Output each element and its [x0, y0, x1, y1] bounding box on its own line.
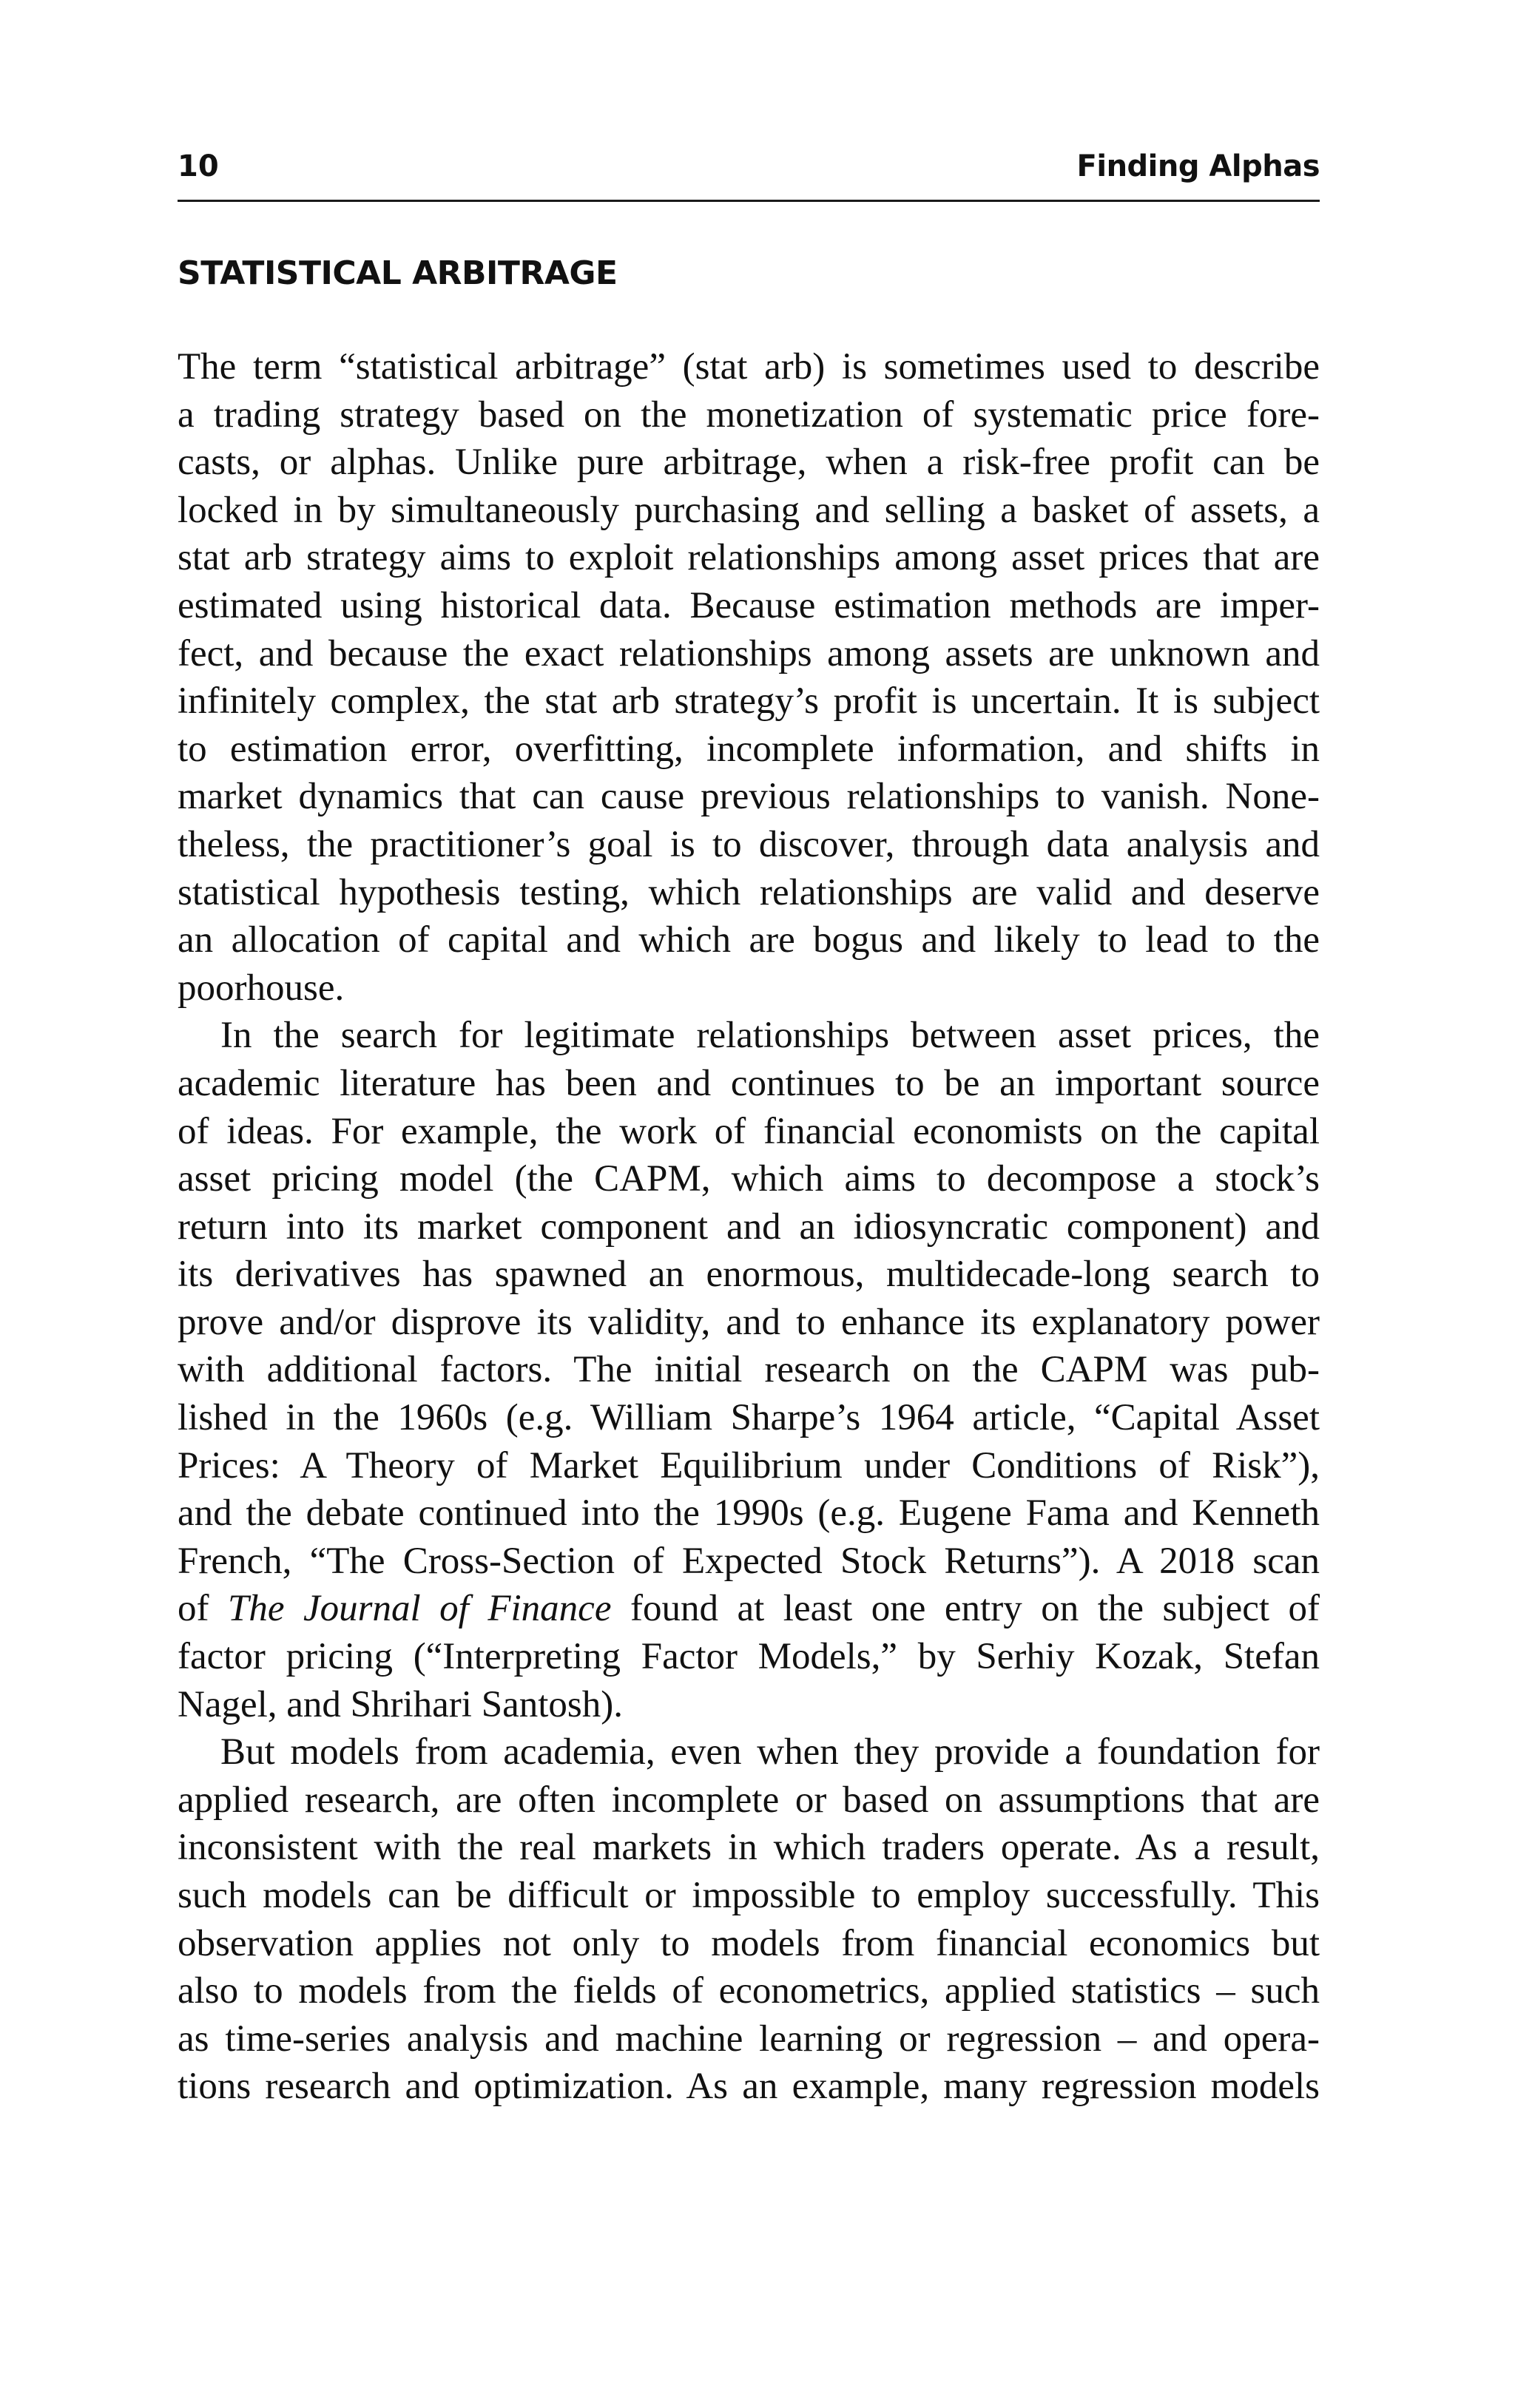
text-line: infinitely complex, the stat arb strategy’s profit is uncertain. It is subject [178, 680, 1320, 723]
text-line: factor pricing (“Interpreting Factor Models,” by Serhiy Kozak, Stefan [178, 1636, 1320, 1678]
text-line: locked in by simultaneously purchasing and selling a basket of assets, a [178, 489, 1320, 531]
text-line: observation applies not only to models from financial economics but [178, 1922, 1320, 1964]
text-line: its derivatives has spawned an enormous, multidecade-long search to [178, 1254, 1320, 1296]
text-line: an allocation of capital and which are bogus and likely to lead to the [178, 919, 1320, 961]
text-line: The term “statistical arbitrage” (stat arb) is sometimes used to describe [178, 346, 1320, 388]
paragraph-academic-models [178, 1728, 1320, 2111]
text-line: lished in the 1960s (e.g. William Sharpe’s 1964 article, “Capital Asset [178, 1397, 1320, 1439]
text-line: and the debate continued into the 1990s (e.g. Eugene Fama and Kenneth [178, 1492, 1320, 1535]
text-line: statistical hypothesis testing, which relationships are valid and deserve [178, 871, 1320, 913]
page-number: 10 [178, 149, 219, 183]
text-line: applied research, are often incomplete or based on assumptions that are [178, 1779, 1320, 1821]
text-line: return into its market component and an idiosyncratic component) and [178, 1205, 1320, 1248]
text-line: casts, or alphas. Unlike pure arbitrage, when a risk-free profit can be [178, 442, 1320, 484]
text-segment: found at least one entry on the subject of [611, 1588, 1320, 1630]
text-line: also to models from the fields of econometrics, applied statistics – such [178, 1970, 1320, 2012]
text-line: a trading strategy based on the monetization of systematic price fore- [178, 393, 1320, 436]
text-line: such models can be difficult or impossible to employ successfully. This [178, 1875, 1320, 1916]
text-line: of ideas. For example, the work of financial economists on the capital [178, 1110, 1320, 1152]
text-line: theless, the practitioner’s goal is to discover, through data analysis and [178, 823, 1320, 865]
text-line: with additional factors. The initial research on the CAPM was pub- [178, 1349, 1320, 1391]
text-line: asset pricing model (the CAPM, which aims to decompose a stock’s [178, 1158, 1320, 1200]
journal-title: The Journal of Finance [228, 1588, 612, 1630]
text-line: poorhouse. [178, 967, 345, 1009]
text-line: French, “The Cross-Section of Expected Stock Returns”). A 2018 scan [178, 1540, 1320, 1582]
text-line: estimated using historical data. Because estimation methods are imper- [178, 584, 1320, 626]
paragraph-statistical-arbitrage-definition [178, 343, 1320, 1012]
text-line: But models from academia, even when they provide a foundation for [220, 1731, 1320, 1773]
running-title: Finding Alphas [1076, 149, 1320, 183]
text-line: Prices: A Theory of Market Equilibrium under Conditions of Risk”), [178, 1444, 1320, 1487]
section-heading: STATISTICAL ARBITRAGE [178, 254, 618, 292]
running-header [178, 145, 1320, 202]
text-line: inconsistent with the real markets in which traders operate. As a result, [178, 1827, 1320, 1869]
paragraph-academic-literature [178, 1012, 1320, 1728]
text-segment: of [178, 1588, 228, 1630]
text-line: Nagel, and Shrihari Santosh). [178, 1683, 623, 1725]
text-line: stat arb strategy aims to exploit relationships among asset prices that are [178, 537, 1320, 579]
text-line-with-journal-title [178, 1585, 1320, 1633]
text-line: In the search for legitimate relationships between asset prices, the [220, 1015, 1320, 1057]
text-line: academic literature has been and continues to be an important source [178, 1062, 1320, 1104]
text-line: as time-series analysis and machine learning or regression – and opera- [178, 2018, 1320, 2060]
text-line: tions research and optimization. As an example, many regression models [178, 2066, 1320, 2108]
text-line: fect, and because the exact relationships among assets are unknown and [178, 632, 1320, 674]
body-text [178, 343, 1320, 2111]
text-line: prove and/or disprove its validity, and to enhance its explanatory power [178, 1301, 1320, 1343]
text-line: to estimation error, overfitting, incomplete information, and shifts in [178, 728, 1320, 770]
text-line: market dynamics that can cause previous relationships to vanish. None- [178, 776, 1320, 818]
